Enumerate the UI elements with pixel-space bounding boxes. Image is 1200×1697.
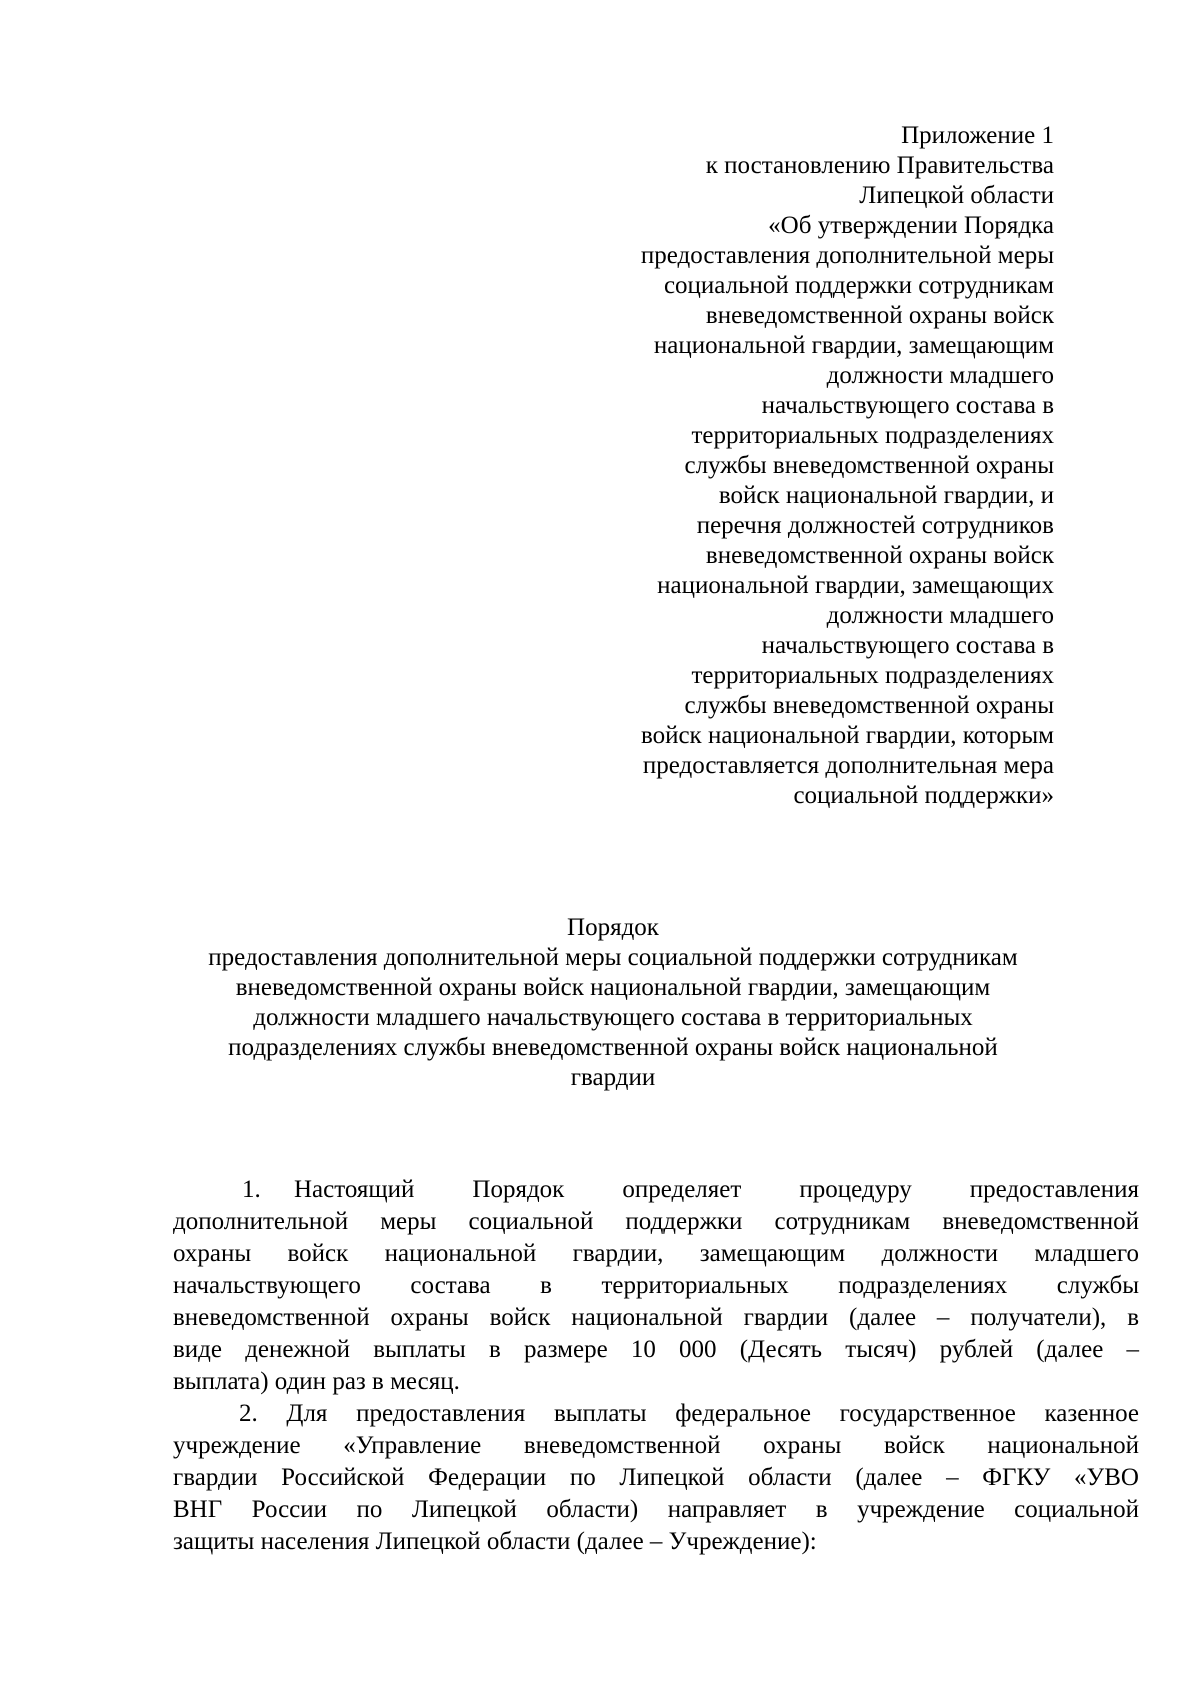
appendix-line: к постановлению Правительства <box>705 152 1054 179</box>
appendix-line: вневедомственной охраны войск <box>705 542 1054 569</box>
paragraph-line: защиты населения Липецкой области (далее – Учреждение): <box>173 1528 817 1555</box>
paragraph-line: ВНГ России по Липецкой области) направляет в учреждение социальной <box>173 1496 1139 1523</box>
appendix-line: службы вневедомственной охраны <box>684 452 1054 479</box>
paragraph-line: 2. Для предоставления выплаты федеральное государственное казенное <box>239 1400 1139 1427</box>
title-line: Порядок <box>567 914 659 941</box>
appendix-line: должности младшего <box>826 362 1054 389</box>
appendix-header <box>434 121 1054 811</box>
paragraph-line: выплата) один раз в месяц. <box>173 1368 460 1395</box>
appendix-line: национальной гвардии, замещающих <box>657 572 1054 599</box>
appendix-line: начальствующего состава в <box>761 632 1054 659</box>
document-title <box>173 913 1053 1093</box>
appendix-line: национальной гвардии, замещающим <box>653 332 1054 359</box>
appendix-line: социальной поддержки» <box>793 782 1054 809</box>
title-line: должности младшего начальствующего состава в территориальных <box>253 1004 973 1031</box>
paragraph-line: вневедомственной охраны войск национальной гвардии (далее – получатели), в <box>173 1304 1139 1331</box>
appendix-line: территориальных подразделениях <box>691 422 1054 449</box>
appendix-line: должности младшего <box>826 602 1054 629</box>
paragraph-line-text: Настоящий Порядок определяет процедуру предоставления <box>294 1176 1139 1203</box>
paragraph-line: охраны войск национальной гвардии, замещающим должности младшего <box>173 1240 1139 1267</box>
paragraph-line: гвардии Российской Федерации по Липецкой области (далее – ФГКУ «УВО <box>173 1464 1139 1491</box>
appendix-line: предоставления дополнительной меры <box>640 242 1054 269</box>
appendix-line: «Об утверждении Порядка <box>768 212 1054 239</box>
paragraph-line: дополнительной меры социальной поддержки сотрудникам вневедомственной <box>173 1208 1139 1235</box>
appendix-line: перечня должностей сотрудников <box>696 512 1054 539</box>
paragraph-2 <box>173 1398 1139 1558</box>
paragraph-line <box>173 1174 1139 1206</box>
appendix-line: войск национальной гвардии, и <box>718 482 1054 509</box>
paragraph-number: 1. <box>242 1176 261 1203</box>
appendix-line: войск национальной гвардии, которым <box>640 722 1054 749</box>
document-body <box>173 1174 1139 1558</box>
title-line: подразделениях службы вневедомственной охраны войск национальной <box>228 1034 998 1061</box>
title-line: предоставления дополнительной меры социальной поддержки сотрудникам <box>208 944 1018 971</box>
appendix-line: вневедомственной охраны войск <box>705 302 1054 329</box>
appendix-line: Приложение 1 <box>901 122 1054 149</box>
paragraph-line: виде денежной выплаты в размере 10 000 (Десять тысяч) рублей (далее – <box>173 1336 1139 1363</box>
appendix-line: начальствующего состава в <box>761 392 1054 419</box>
paragraph-line: учреждение «Управление вневедомственной охраны войск национальной <box>173 1432 1139 1459</box>
appendix-line: предоставляется дополнительная мера <box>642 752 1054 779</box>
paragraph-1 <box>173 1174 1139 1398</box>
paragraph-line: начальствующего состава в территориальных подразделениях службы <box>173 1272 1139 1299</box>
appendix-line: территориальных подразделениях <box>691 662 1054 689</box>
appendix-line: Липецкой области <box>859 182 1054 209</box>
title-line: гвардии <box>570 1064 656 1091</box>
appendix-line: социальной поддержки сотрудникам <box>663 272 1054 299</box>
title-line: вневедомственной охраны войск национальной гвардии, замещающим <box>235 974 991 1001</box>
appendix-line: службы вневедомственной охраны <box>684 692 1054 719</box>
